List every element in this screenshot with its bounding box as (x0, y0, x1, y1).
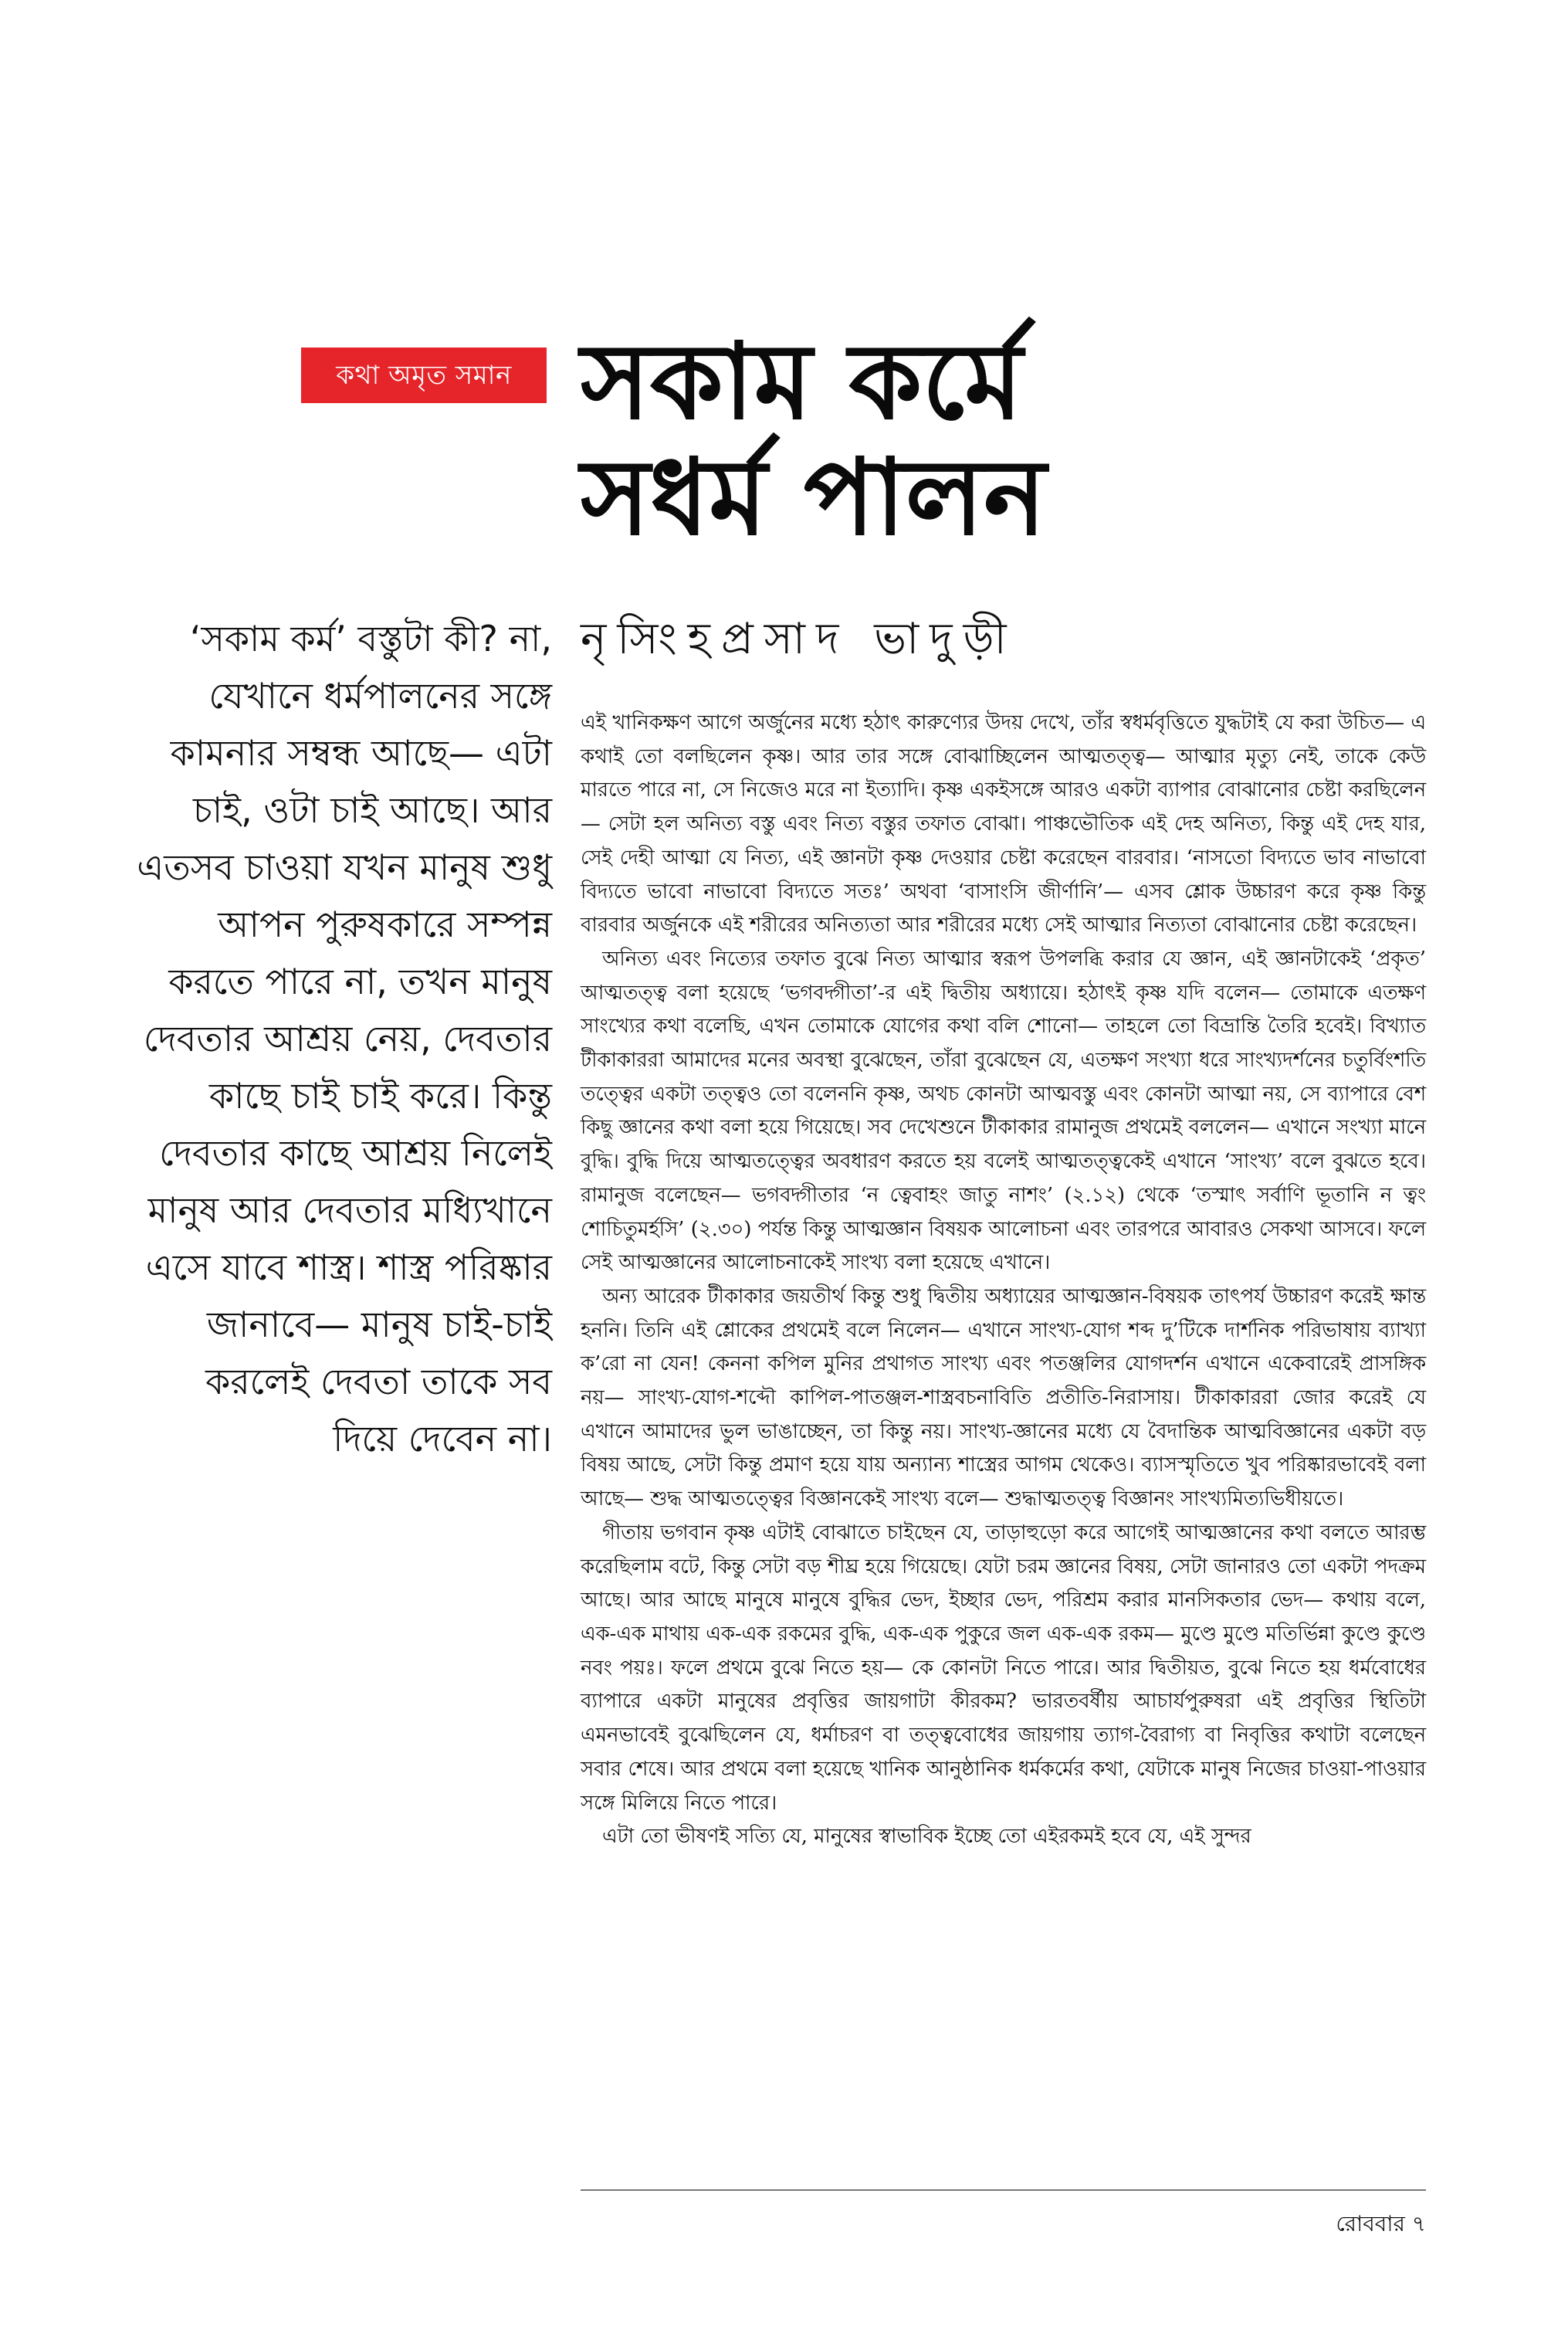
page-folio: রোববার ৭ (1336, 2211, 1426, 2236)
body-paragraph: গীতায় ভগবান কৃষ্ণ এটাই বোঝাতে চাইছেন যে, তাড়াহুড়ো করে আগেই আত্মজ্ঞানের কথা বলতে আরম্ভ করেছিলাম বটে, কিন্তু সেটা বড় শীঘ্র হয়ে গিয়েছে। যেটা চরম জ্ঞানের বিষয়, সেটা জানারও তো একটা পদক্রম আছে। আর আছে মানুষে মানুষে বুদ্ধির ভেদ, ইচ্ছার ভেদ, পরিশ্রম করার মানসিকতার ভেদ— কথায় বলে, এক-এক মাথায় এক-এক রকমের বুদ্ধি, এক-এক পুকুরে জল এক-এক রকম— মুণ্ডে মুণ্ডে মতির্ভিন্না কুণ্ডে কুণ্ডে নবং পয়ঃ। ফলে প্রথমে বুঝে নিতে হয়— কে কোনটা নিতে পারে। আর দ্বিতীয়ত, বুঝে নিতে হয় ধর্মবোধের ব্যাপারে একটা মানুষের প্রবৃত্তির জায়গাটা কীরকম? ভারতবর্ষীয় আচার্যপুরুষরা এই প্রবৃত্তির স্থিতিটা এমনভাবেই বুঝেছিলেন যে, ধর্মাচরণ বা তত্ত্ববোধের জায়গায় ত্যাগ-বৈরাগ্য বা নিবৃত্তির কথাটা বলেছেন সবার শেষে। আর প্রথমে বলা হয়েছে খানিক আনুষ্ঠানিক ধর্মকর্মের কথা, যেটাকে মানুষ নিজের চাওয়া-পাওয়ার সঙ্গে মিলিয়ে নিতে পারে। (581, 1521, 1426, 1815)
body-paragraph: অনিত্য এবং নিত্যের তফাত বুঝে নিত্য আত্মার স্বরূপ উপলব্ধি করার যে জ্ঞান, এই জ্ঞানটাকেই ‘প্রকৃত’ আত্মতত্ত্ব বলা হয়েছে ‘ভগবদ্গীতা’-র এই দ্বিতীয় অধ্যায়ে। হঠাৎই কৃষ্ণ যদি বলেন— তোমাকে এতক্ষণ সাংখ্যের কথা বলেছি, এখন তোমাকে যোগের কথা বলি শোনো— তাহলে তো বিভ্রান্তি তৈরি হবেই। বিখ্যাত টীকাকাররা আমাদের মনের অবস্থা বুঝেছেন, তাঁরা বুঝেছেন যে, এতক্ষণ সংখ্যা ধরে সাংখ্যদর্শনের চতুর্বিংশতি তত্ত্বের একটা তত্ত্বও তো বলেননি কৃষ্ণ, অথচ কোনটা আত্মবস্তু এবং কোনটা আত্মা নয়, সে ব্যাপারে বেশ কিছু জ্ঞানের কথা বলা হয়ে গিয়েছে। সব দেখেশুনে টীকাকার রামানুজ প্রথমেই বললেন— এখানে সংখ্যা মানে বুদ্ধি। বুদ্ধি দিয়ে আত্মতত্ত্বের অবধারণ করতে হয় বলেই আত্মতত্ত্বকেই এখানে ‘সাংখ্য’ বলে বুঝতে হবে। রামানুজ বলেছেন— ভগবদ্গীতার ‘ন ত্বেবাহং জাতু নাশং’ (২.১২) থেকে ‘তস্মাৎ সর্বাণি ভূতানি ন ত্বং শোচিতুমর্হসি’ (২.৩০) পর্যন্ত কিন্তু আত্মজ্ঞান বিষয়ক আলোচনা এবং তারপরে আবারও সেকথা আসবে। ফলে সেই আত্মজ্ঞানের আলোচনাকেই সাংখ্য বলা হয়েছে এখানে। (581, 947, 1426, 1275)
title-line-2: সধর্ম পালন (581, 437, 1047, 559)
footer-rule (581, 2189, 1426, 2191)
author-byline: নৃসিংহপ্রসাদ ভাদুড়ী (581, 614, 1018, 664)
article-body (581, 707, 1426, 1854)
body-paragraph: এই খানিকক্ষণ আগে অর্জুনের মধ্যে হঠাৎ কারুণ্যের উদয় দেখে, তাঁর স্বধর্মবৃত্তিতে যুদ্ধটাই যে করা উচিত— এ কথাই তো বলছিলেন কৃষ্ণ। আর তার সঙ্গে বোঝাচ্ছিলেন আত্মতত্ত্ব— আত্মার মৃত্যু নেই, তাকে কেউ মারতে পারে না, সে নিজেও মরে না ইত্যাদি। কৃষ্ণ একইসঙ্গে আরও একটা ব্যাপার বোঝানোর চেষ্টা করছিলেন— সেটা হল অনিত্য বস্তু এবং নিত্য বস্তুর তফাত বোঝা। পাঞ্চভৌতিক এই দেহ অনিত্য, কিন্তু এই দেহ যার, সেই দেহী আত্মা যে নিত্য, এই জ্ঞানটা কৃষ্ণ দেওয়ার চেষ্টা করেছেন বারবার। ‘নাসতো বিদ্যতে ভাব নাভাবো বিদ্যতে ভাবো নাভাবো বিদ্যতে সতঃ’ অথবা ‘বাসাংসি জীর্ণানি’— এসব শ্লোক উচ্চারণ করে কৃষ্ণ কিন্তু বারবার অর্জুনকে এই শরীরের অনিত্যতা আর শরীরের মধ্যে সেই আত্মার নিত্যতা বোঝানোর চেষ্টা করেছেন। (581, 711, 1426, 938)
article-title (581, 321, 1546, 559)
body-paragraph: এটা তো ভীষণই সত্যি যে, মানুষের স্বাভাবিক ইচ্ছে তো এইরকমই হবে যে, এই সুন্দর (602, 1825, 1251, 1849)
section-tag: কথা অমৃত সমান (301, 348, 547, 403)
body-paragraph: অন্য আরেক টীকাকার জয়তীর্থ কিন্তু শুধু দ্বিতীয় অধ্যায়ের আত্মজ্ঞান-বিষয়ক তাৎপর্য উচ্চারণ করেই ক্ষান্ত হননি। তিনি এই শ্লোকের প্রথমেই বলে নিলেন— এখানে সাংখ্য-যোগ শব্দ দু’টিকে দার্শনিক পরিভাষায় ব্যাখ্যা ক’রো না যেন! কেননা কপিল মুনির প্রথাগত সাংখ্য এবং পতঞ্জলির যোগদর্শন এখানে একেবারেই প্রাসঙ্গিক নয়— সাংখ্য-যোগ-শব্দৌ কাপিল-পাতঞ্জল-শাস্ত্রবচনাবিতি প্রতীতি-নিরাসায়। টীকাকাররা জোর করেই যে এখানে আমাদের ভুল ভাঙাচ্ছেন, তা কিন্তু নয়। সাংখ্য-জ্ঞানের মধ্যে যে বৈদান্তিক আত্মবিজ্ঞানের একটা বড় বিষয় আছে, সেটা কিন্তু প্রমাণ হয়ে যায় অন্যান্য শাস্ত্রের আগম থেকেও। ব্যাসস্মৃতিতে খুব পরিষ্কারভাবেই বলা আছে— শুদ্ধ আত্মতত্ত্বের বিজ্ঞানকেই সাংখ্য বলে— শুদ্ধাত্মতত্ত্ব বিজ্ঞানং সাংখ্যমিত্যভিধীয়তে। (581, 1284, 1426, 1511)
pull-quote: ‘সকাম কর্ম’ বস্তুটা কী? না, যেখানে ধর্মপালনের সঙ্গে কামনার সম্বন্ধ আছে— এটা চাই, ওটা চাই আছে। আর এতসব চাওয়া যখন মানুষ শুধু আপন পুরুষকারে সম্পন্ন করতে পারে না, তখন মানুষ দেবতার আশ্রয় নেয়, দেবতার কাছে চাই চাই করে। কিন্তু দেবতার কাছে আশ্রয় নিলেই মানুষ আর দেবতার মধ্যিখানে এসে যাবে শাস্ত্র। শাস্ত্র পরিষ্কার জানাবে— মানুষ চাই-চাই করলেই দেবতা তাকে সব দিয়ে দেবেন না। (137, 618, 552, 1460)
title-line-1: সকাম কর্মে (581, 321, 1023, 443)
